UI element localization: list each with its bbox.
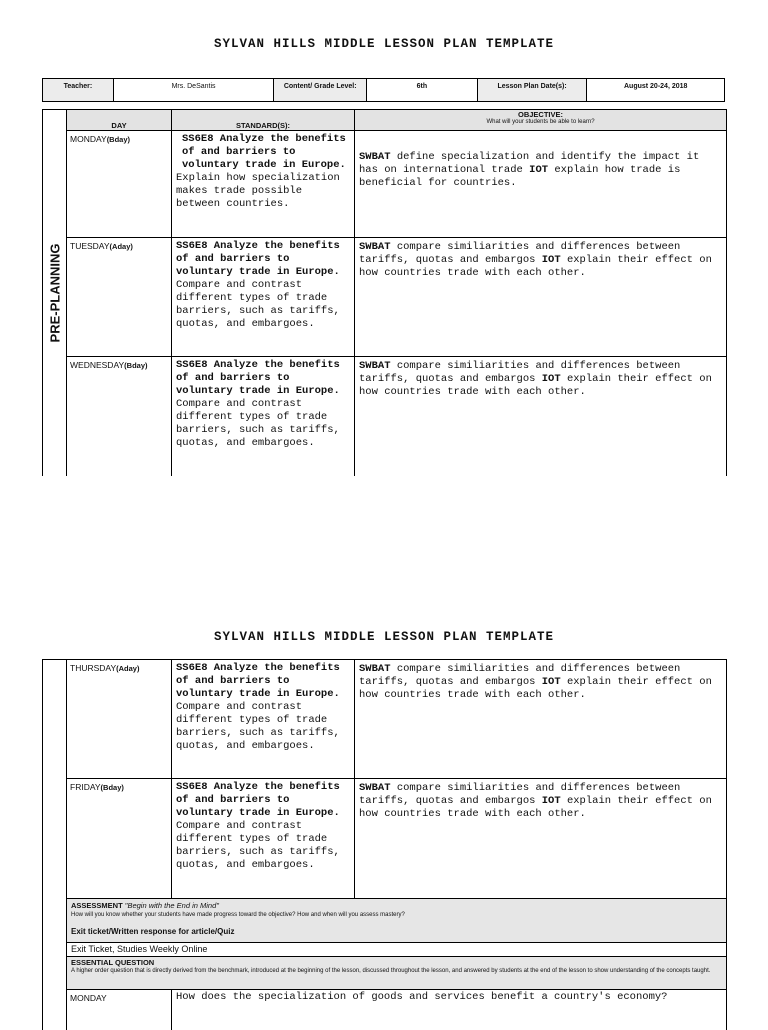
content-value: 6th	[367, 79, 478, 101]
assessment-cell	[67, 899, 727, 943]
day-cell: FRIDAY(Bday)	[67, 779, 172, 899]
assessment-question: How will you know whether your students have made progress toward the objective? How and when will you assess mastery?	[71, 912, 405, 918]
table-row	[43, 357, 727, 476]
essential-question-cell	[67, 957, 727, 990]
objective-header-sub: What will your students be able to learn?	[486, 119, 595, 125]
objective-header	[355, 110, 727, 131]
side-label-cell	[43, 110, 67, 476]
teacher-label: Teacher:	[43, 79, 114, 101]
objective-cell: SWBAT compare similiarities and differences between tariffs, quotas and embargos IOT explain their effect on how countries trade with each other.	[355, 357, 727, 476]
assessment-title: ASSESSMENT	[71, 901, 123, 910]
assessment-subtitle: "Begin with the End in Mind"	[124, 901, 219, 910]
table-row	[43, 131, 727, 238]
essential-question-row	[43, 957, 727, 990]
table-row	[43, 238, 727, 357]
standard-header: STANDARD(S):	[172, 110, 355, 131]
standard-cell: SS6E8 Analyze the benefits of and barriers to voluntary trade in Europe. Compare and contrast different types of trade barriers, such as tariffs, quotas, and embargoes.	[172, 238, 355, 357]
objective-cell: SWBAT compare similiarities and differences between tariffs, quotas and embargos IOT explain their effect on how countries trade with each other.	[355, 660, 727, 779]
teacher-value: Mrs. DeSantis	[114, 79, 275, 101]
standard-cell: SS6E8 Analyze the benefits of and barriers to voluntary trade in Europe. Compare and contrast different types of trade barriers, such as tariffs, quotas, and embargoes.	[172, 660, 355, 779]
objective-cell: SWBAT compare similiarities and differences between tariffs, quotas and embargos IOT explain their effect on how countries trade with each other.	[355, 779, 727, 899]
side-label-cell-2	[43, 660, 67, 1030]
header-info-table	[42, 78, 725, 102]
assessment-row	[43, 899, 727, 943]
eq-question-cell: How does the specialization of goods and services benefit a country's economy?	[172, 990, 727, 1030]
content-label: Content/ Grade Level:	[274, 79, 367, 101]
assessment-note: Exit Ticket, Studies Weekly Online	[67, 943, 727, 957]
dates-label: Lesson Plan Date(s):	[478, 79, 588, 101]
standard-cell: SS6E8 Analyze the benefits of and barriers to voluntary trade in Europe. Compare and contrast different types of trade barriers, such as tariffs, quotas, and embargoes.	[172, 357, 355, 476]
lesson-table-page-2	[42, 659, 727, 1030]
day-header: DAY	[67, 110, 172, 131]
table-row	[43, 779, 727, 899]
day-cell: WEDNESDAY(Bday)	[67, 357, 172, 476]
day-cell: TUESDAY(Aday)	[67, 238, 172, 357]
standard-cell: SS6E8 Analyze the benefits of and barriers to voluntary trade in Europe. Compare and contrast different types of trade barriers, such as tariffs, quotas, and embargoes.	[172, 779, 355, 899]
day-cell: MONDAY(Bday)	[67, 131, 172, 238]
essential-question-description: A higher order question that is directly derived from the benchmark, introduced at the beginning of the lesson, discussed throughout the lesson, and answered by students at the end of the lesson to show understanding of the concepts taught.	[71, 968, 711, 974]
lesson-table-page-1	[42, 109, 727, 476]
assessment-answer: Exit ticket/Written response for article/Quiz	[71, 927, 235, 936]
page-title-2: SYLVAN HILLS MIDDLE LESSON PLAN TEMPLATE	[213, 630, 555, 644]
page-title: SYLVAN HILLS MIDDLE LESSON PLAN TEMPLATE	[213, 37, 555, 51]
objective-cell: SWBAT define specialization and identify the impact it has on international trade IOT explain how trade is beneficial for countries.	[355, 131, 727, 238]
assessment-note-row	[43, 943, 727, 957]
objective-header-title: OBJECTIVE:	[517, 110, 563, 119]
standard-cell: SS6E8 Analyze the benefits of and barriers to voluntary trade in Europe. Explain how specialization makes trade possible between countries.	[172, 131, 355, 238]
side-label: PRE-PLANNING	[47, 243, 62, 343]
day-cell: THURSDAY(Aday)	[67, 660, 172, 779]
eq-day-cell: MONDAY	[67, 990, 172, 1030]
dates-value: August 20-24, 2018	[587, 79, 724, 101]
objective-cell: SWBAT compare similiarities and differences between tariffs, quotas and embargos IOT explain their effect on how countries trade with each other.	[355, 238, 727, 357]
table-row	[43, 660, 727, 779]
essential-question-title: ESSENTIAL QUESTION	[71, 958, 155, 967]
